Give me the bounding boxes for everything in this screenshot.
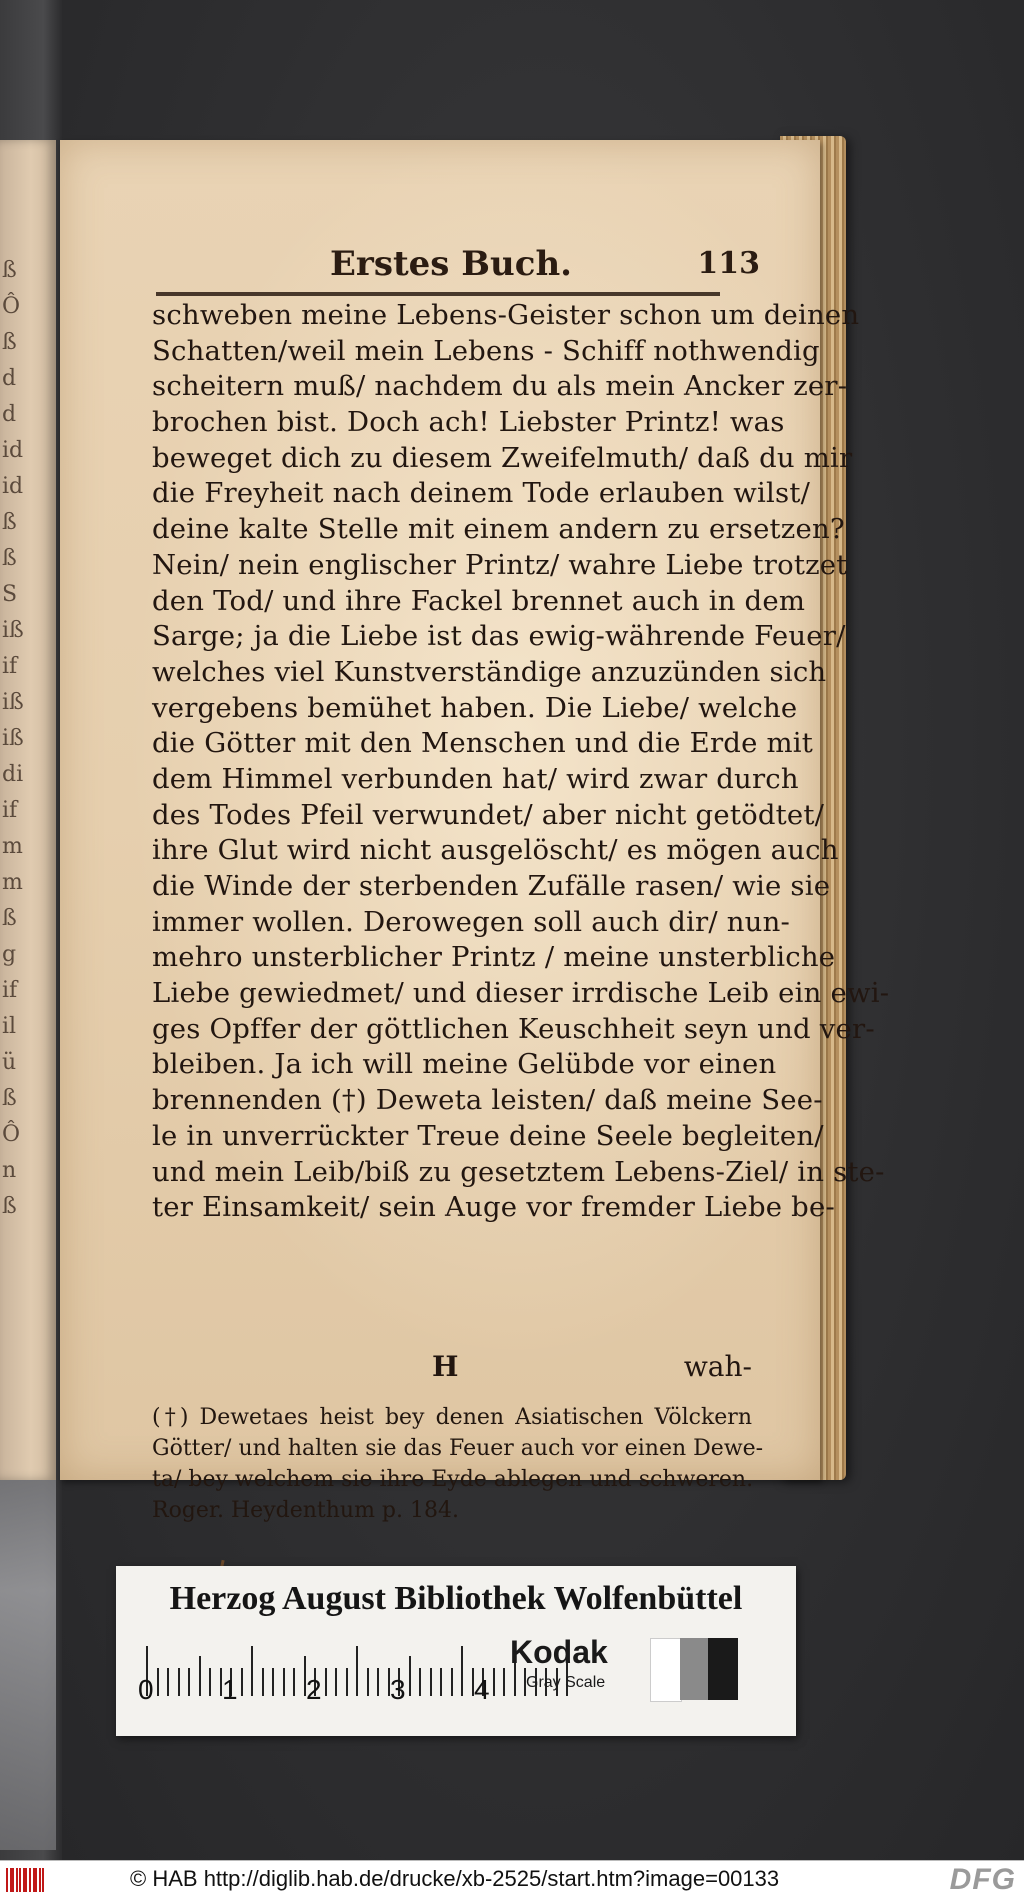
- previous-page-fragment: if: [2, 654, 18, 679]
- ruler-tick: [283, 1668, 285, 1696]
- glass-reflection: [0, 1480, 56, 1850]
- previous-page-fragment: S: [2, 582, 18, 607]
- body-line: Liebe gewiedmet/ und dieser irrdische Leib ein ewi-: [152, 977, 890, 1010]
- ruler-tick: [377, 1668, 379, 1696]
- previous-page-fragment: Ô: [2, 294, 21, 319]
- body-line: ihre Glut wird nicht ausgelöscht/ es mögen auch: [152, 834, 839, 867]
- previous-page-fragment: d: [2, 402, 17, 427]
- ruler-tick: [251, 1646, 253, 1696]
- previous-page-fragment: id: [2, 438, 24, 463]
- body-line: und mein Leib/biß zu gesetztem Lebens-Ziel/ in ste-: [152, 1155, 885, 1188]
- body-line: le in unverrückter Treue deine Seele begleiten/: [152, 1119, 824, 1152]
- book-page: [60, 140, 890, 1523]
- ruler-tick: [367, 1668, 369, 1696]
- body-line: immer wollen. Derowegen soll auch dir/ nun-: [152, 905, 790, 938]
- body-line: bleiben. Ja ich will meine Gelübde vor einen: [152, 1048, 777, 1081]
- signature-mark: H: [432, 1350, 459, 1383]
- color-reference-card: [116, 1566, 796, 1736]
- previous-page-fragment: id: [2, 474, 24, 499]
- body-line: dem Himmel verbunden hat/ wird zwar durch: [152, 762, 799, 795]
- body-line: mehro unsterblicher Printz / meine unsterbliche: [152, 941, 836, 974]
- ruler-tick: [241, 1668, 243, 1696]
- catchword: wah-: [683, 1350, 752, 1383]
- dfg-logo: DFG: [949, 1863, 1016, 1896]
- ruler-number: 1: [222, 1674, 238, 1705]
- previous-page-fragment: if: [2, 798, 18, 823]
- footnote-line: Götter/ und halten sie das Feuer auch vor einen Dewe-: [152, 1436, 764, 1461]
- footnote: [152, 1402, 764, 1526]
- previous-page-fragment: if: [2, 978, 18, 1003]
- ruler-tick: [325, 1668, 327, 1696]
- footnote-line: (†) Dewetaes heist bey denen Asiatischen Völckern: [152, 1405, 752, 1430]
- gray-patch: [680, 1638, 708, 1700]
- body-text: [152, 298, 890, 1226]
- gray-patch: [650, 1638, 682, 1702]
- body-line: die Freyheit nach deinem Tode erlauben wilst/: [152, 477, 811, 510]
- previous-page-fragment: d: [2, 366, 17, 391]
- barcode-icon: [6, 1868, 46, 1892]
- ruler-tick: [272, 1668, 274, 1696]
- body-line: brochen bist. Doch ach! Liebster Printz! was: [152, 406, 785, 439]
- previous-page-fragment: il: [2, 1014, 17, 1039]
- body-line: des Todes Pfeil verwundet/ aber nicht getödtet/: [152, 798, 825, 831]
- ruler-tick: [346, 1668, 348, 1696]
- ruler-tick: [262, 1668, 264, 1696]
- previous-page-fragment: di: [2, 762, 24, 787]
- body-line: welches viel Kunstverständige anzuzünden sich: [152, 655, 827, 688]
- ruler-tick: [356, 1646, 358, 1696]
- previous-page-fragment: Ô: [2, 1122, 21, 1147]
- previous-page-fragment: iß: [2, 618, 24, 643]
- ruler-tick: [493, 1668, 495, 1696]
- body-line: beweget dich zu diesem Zweifelmuth/ daß du mir: [152, 441, 853, 474]
- body-line: Schatten/weil mein Lebens - Schiff nothwendig: [152, 334, 820, 367]
- previous-page-fragment: m: [2, 870, 23, 895]
- ruler-number: 2: [306, 1674, 322, 1705]
- previous-page-fragment: ü: [2, 1050, 17, 1075]
- barcode-bar: [19, 1868, 21, 1892]
- barcode-bar: [25, 1868, 27, 1892]
- previous-page-edge: [0, 140, 56, 1480]
- barcode-bar: [39, 1868, 41, 1892]
- ruler-number: 3: [390, 1674, 406, 1705]
- previous-page-fragment: ß: [2, 258, 17, 283]
- body-line: die Götter mit den Menschen und die Erde mit: [152, 727, 814, 760]
- previous-page-fragment: iß: [2, 726, 24, 751]
- footnote-line: ta/ bey welchem sie ihre Eyde ablegen und schweren.: [152, 1467, 754, 1492]
- ruler-tick: [440, 1668, 442, 1696]
- ruler-tick: [409, 1656, 411, 1696]
- kodak-logo: Kodak: [510, 1634, 608, 1670]
- footer-credit: [130, 1866, 779, 1892]
- body-line: den Tod/ und ihre Fackel brennet auch in dem: [152, 584, 806, 617]
- kodak-gray-scale-label: Gray Scale: [526, 1674, 606, 1691]
- barcode-bar: [35, 1868, 37, 1892]
- previous-page-fragment: ß: [2, 330, 17, 355]
- ruler-number: 4: [474, 1674, 490, 1705]
- gray-patch: [708, 1638, 738, 1700]
- previous-page-fragment: n: [2, 1158, 17, 1183]
- catchword-line: [152, 1350, 752, 1386]
- ruler-number: 0: [138, 1674, 154, 1705]
- ruler-tick: [188, 1668, 190, 1696]
- ruler-tick: [157, 1668, 159, 1696]
- barcode-bar: [6, 1868, 8, 1892]
- ruler-tick: [178, 1668, 180, 1696]
- body-line: deine kalte Stelle mit einem andern zu ersetzen?: [152, 513, 845, 546]
- previous-page-fragment: ß: [2, 510, 17, 535]
- footer-bar: [0, 1860, 1024, 1898]
- ruler-tick: [419, 1668, 421, 1696]
- previous-page-fragment: ß: [2, 1086, 17, 1111]
- body-line: schweben meine Lebens-Geister schon um deinen: [152, 299, 860, 331]
- previous-page-fragment: iß: [2, 690, 24, 715]
- card-institution: Herzog August Bibliothek Wolfenbüttel: [169, 1580, 743, 1617]
- body-line: vergebens bemühet haben. Die Liebe/ welche: [152, 691, 798, 724]
- barcode-bar: [42, 1868, 44, 1892]
- ruler-tick: [167, 1668, 169, 1696]
- page-number: 113: [697, 246, 760, 281]
- barcode-bar: [16, 1868, 18, 1892]
- ruler-tick: [293, 1668, 295, 1696]
- source-link[interactable]: http://diglib.hab.de/drucke/xb-2525/start.htm?image=00133: [203, 1866, 780, 1891]
- barcode-bar: [29, 1868, 31, 1892]
- body-line: ter Einsamkeit/ sein Auge vor fremder Liebe be-: [152, 1191, 835, 1224]
- body-line: brennenden (†) Deweta leisten/ daß meine See-: [152, 1084, 823, 1117]
- body-line: scheitern muß/ nachdem du als mein Ancker zer-: [152, 370, 848, 403]
- footnote-line: Roger. Heydenthum p. 184.: [152, 1498, 459, 1523]
- body-line: ges Opffer der göttlichen Keuschheit seyn und ver-: [152, 1012, 875, 1045]
- ruler-tick: [335, 1668, 337, 1696]
- running-head: [160, 244, 760, 292]
- copyright-text: © HAB: [130, 1866, 198, 1891]
- head-rule: [156, 292, 720, 296]
- ruler-tick: [461, 1646, 463, 1696]
- ruler-tick: [451, 1668, 453, 1696]
- body-line: die Winde der sterbenden Zufälle rasen/ wie sie: [152, 870, 831, 902]
- ruler-tick: [209, 1668, 211, 1696]
- ruler-tick: [199, 1656, 201, 1696]
- previous-page-fragment: m: [2, 834, 23, 859]
- barcode-bar: [12, 1868, 14, 1892]
- running-head-title: Erstes Buch.: [330, 244, 573, 284]
- previous-page-fragment: ß: [2, 546, 17, 571]
- body-line: Sarge; ja die Liebe ist das ewig-währende Feuer/: [152, 620, 846, 653]
- ruler-tick: [430, 1668, 432, 1696]
- previous-page-fragment: g: [2, 942, 17, 967]
- previous-page-fragment: ß: [2, 906, 17, 931]
- body-line: Nein/ nein englischer Printz/ wahre Liebe trotzet: [152, 548, 848, 581]
- previous-page-fragment: ß: [2, 1194, 17, 1219]
- ruler-tick: [503, 1668, 505, 1696]
